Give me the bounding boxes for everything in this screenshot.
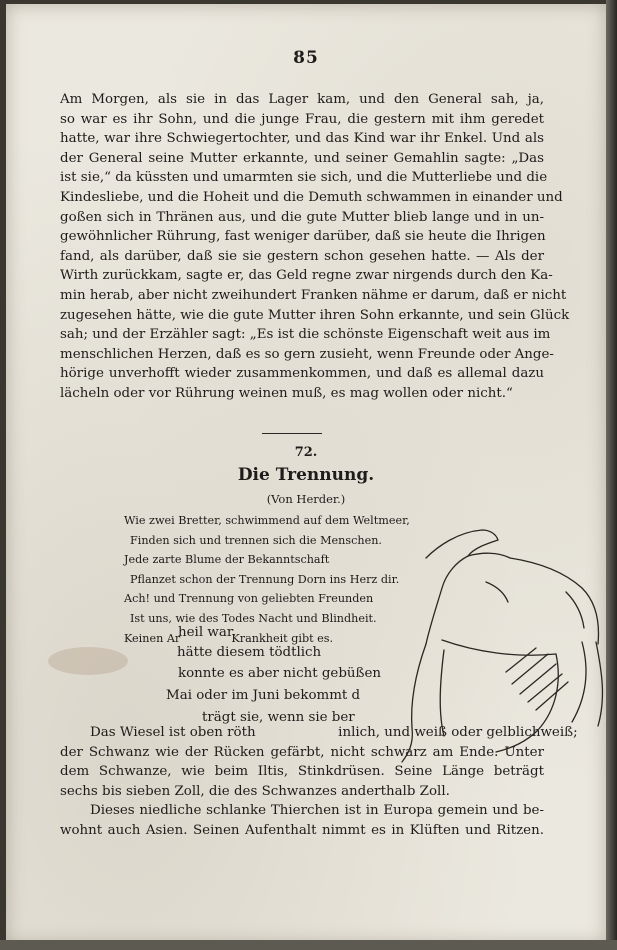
text-line: menschlichen Herzen, daß es so gern zusieht, wenn Freunde oder Ange- bbox=[60, 346, 554, 362]
text-fragment: inlich, und weiß oder gelblichweiß; bbox=[338, 725, 578, 740]
text-line: hörige unverhofft wieder zusammenkommen, und daß es allemal dazu bbox=[60, 366, 544, 382]
text-line: der General seine Mutter erkannte, und seiner Gemahlin sagte: „Das bbox=[60, 150, 544, 166]
poem-fragment: Krankheit gibt es. bbox=[231, 631, 334, 645]
poem-line: Ist uns, wie des Todes Nacht und Blindheit. bbox=[130, 611, 377, 625]
text-line: sah; und der Erzähler sagt: „Es ist die schönste Eigenschaft weit aus im bbox=[60, 327, 551, 343]
text-fragment: trägt sie, wenn sie ber bbox=[202, 710, 355, 725]
page-edge-shadow bbox=[606, 0, 617, 950]
text-line: Kindesliebe, und die Hoheit und die Demuth schwammen in einander und bbox=[60, 189, 563, 205]
poem bbox=[124, 511, 410, 648]
text-line: min herab, aber nicht zweihundert Franken nähme er darum, daß er nicht bbox=[60, 287, 567, 303]
sketch-head bbox=[426, 530, 510, 558]
sketch-back bbox=[510, 558, 598, 644]
poem-author: (Von Herder.) bbox=[266, 492, 346, 506]
text-fragment: hätte diesem tödtlich bbox=[177, 645, 322, 660]
section-divider bbox=[262, 433, 322, 434]
text-line: ist sie,“ da küssten und umarmten sie sich, und die Mutterliebe und die bbox=[60, 170, 548, 186]
text-fragment: konnte es aber nicht gebüßen bbox=[178, 666, 382, 681]
text-line: sechs bis sieben Zoll, die des Schwanzes anderthalb Zoll. bbox=[60, 783, 450, 799]
poem-line: Finden sich und trennen sich die Menschen. bbox=[130, 533, 382, 547]
text-line: gewöhnlicher Rührung, fast weniger darüber, daß sie heute die Ihrigen bbox=[60, 229, 546, 245]
paragraph-story-ending bbox=[60, 90, 570, 404]
text-line: Wirth zurückkam, sagte er, das Geld regne zwar nirgends durch den Ka- bbox=[60, 268, 553, 284]
text-line: Dieses niedliche schlanke Thierchen ist in Europa gemein und be- bbox=[90, 803, 544, 819]
section-title: Die Trennung. bbox=[237, 465, 375, 485]
text-fragment: Mai oder im Juni bekommt d bbox=[166, 688, 361, 703]
text-line: wohnt auch Asien. Seinen Aufenthalt nimmt es in Klüften und Ritzen. bbox=[60, 822, 544, 838]
sketch-neck bbox=[426, 556, 468, 644]
pen-sketch-animal bbox=[386, 522, 611, 782]
text-line: Am Morgen, als sie in das Lager kam, und den General sah, ja, bbox=[60, 92, 544, 107]
paper-stain bbox=[48, 647, 128, 675]
sketch-leg bbox=[402, 644, 426, 762]
book-page bbox=[6, 4, 606, 944]
sketch-hatching bbox=[486, 582, 584, 628]
text-line: lächeln oder vor Rührung weinen muß, es mag wollen oder nicht.“ bbox=[60, 385, 513, 401]
sketch-leg bbox=[440, 650, 444, 736]
poem-line: Wie zwei Bretter, schwimmend auf dem Weltmeer, bbox=[124, 514, 410, 527]
text-line: goßen sich in Thränen aus, und die gute Mutter blieb lange und in un- bbox=[60, 209, 544, 225]
sketch-belly bbox=[442, 640, 556, 655]
text-line: zugesehen hätte, wie die gute Mutter ihren Sohn erkannte, und sein Glück bbox=[60, 307, 570, 323]
section-number: 72. bbox=[294, 445, 318, 460]
text-fragment: heil war. bbox=[178, 625, 237, 640]
text-line: hatte, war ihre Schwiegertochter, und das Kind war ihr Enkel. Und als bbox=[60, 131, 544, 147]
text-line: der Schwanz wie der Rücken gefärbt, nicht schwarz am Ende. Unter bbox=[60, 744, 544, 760]
text-line: so war es ihr Sohn, und die junge Frau, die gestern mit ihm geredet bbox=[60, 111, 544, 127]
poem-fragment: Keinen Ar bbox=[124, 631, 181, 645]
text-fragment: Das Wiesel ist oben röth bbox=[90, 725, 256, 740]
sketch-leg bbox=[496, 654, 558, 752]
text-line: fand, als darüber, daß sie sie gestern schon gesehen hatte. — Als der bbox=[60, 248, 544, 264]
sketch-leg bbox=[572, 642, 586, 722]
poem-line: Ach! und Trennung von geliebten Freunden bbox=[124, 592, 374, 606]
poem-line: Pflanzet schon der Trennung Dorn ins Herz dir. bbox=[130, 572, 400, 586]
page-number: 85 bbox=[293, 48, 319, 68]
sketch-tail bbox=[596, 642, 602, 726]
page-bottom-edge bbox=[0, 940, 617, 950]
poem-line: Jede zarte Blume der Bekanntschaft bbox=[124, 553, 330, 567]
text-line: dem Schwanze, wie beim Iltis, Stinkdrüsen. Seine Länge beträgt bbox=[60, 764, 544, 780]
